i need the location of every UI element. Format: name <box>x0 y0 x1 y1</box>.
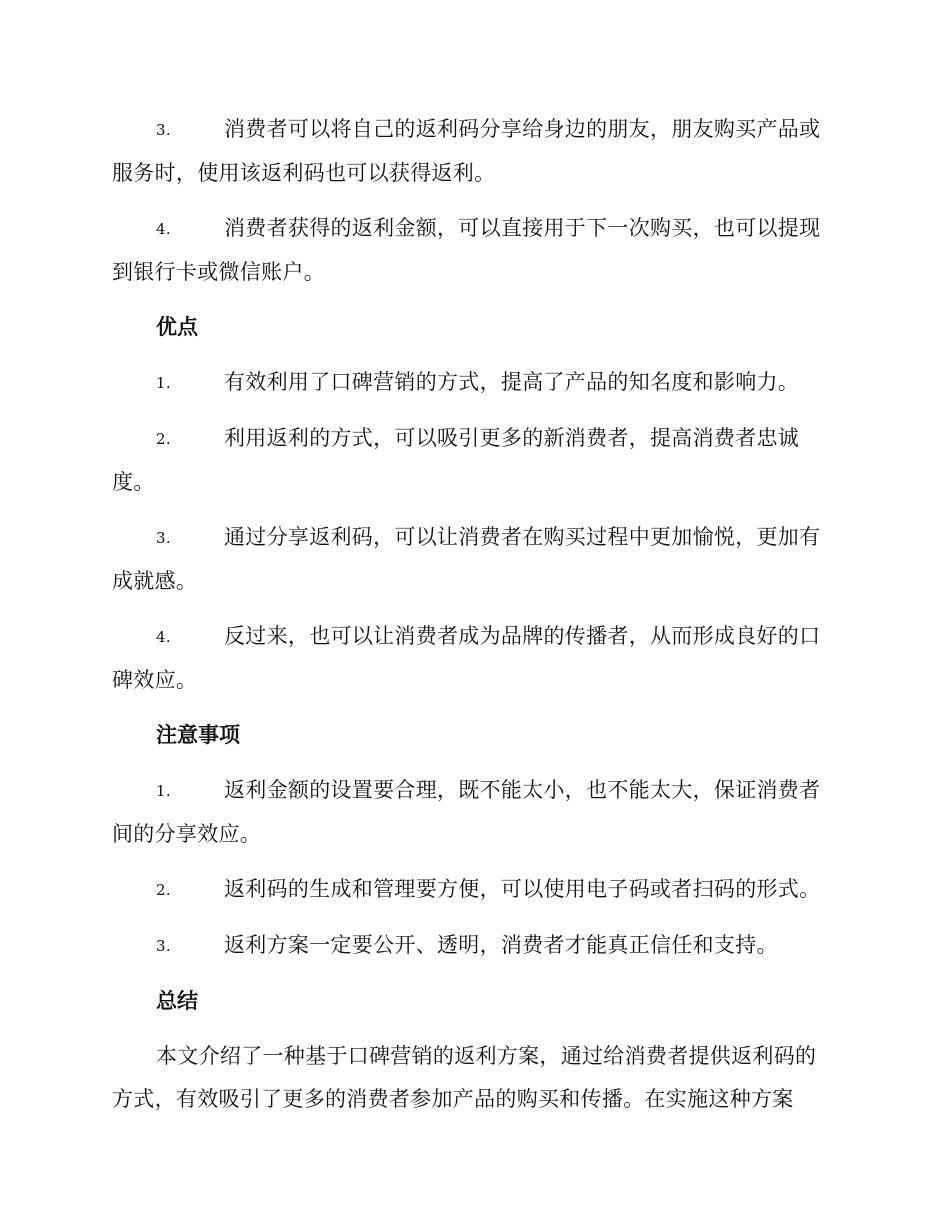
advantage-item <box>112 516 836 603</box>
item-number: 1. <box>156 374 171 392</box>
item-number: 1. <box>156 782 171 800</box>
advantage-item <box>112 417 836 504</box>
item-text: 返利码的生成和管理要方便，可以使用电子码或者扫码的形式。 <box>224 877 821 901</box>
summary-paragraph: 本文介绍了一种基于口碑营销的返利方案，通过给消费者提供返利码的方式，有效吸引了更多的消费者参加产品的购买和传播。在实施这种方案 <box>112 1044 817 1111</box>
item-number: 4. <box>156 220 171 238</box>
note-item <box>112 868 836 912</box>
section-heading-notes: 注意事项 <box>156 723 240 747</box>
item-number: 2. <box>156 881 171 899</box>
item-text: 反过来，也可以让消费者成为品牌的传播者，从而形成良好的口碑效应。 <box>112 624 821 692</box>
advantage-item <box>112 361 836 405</box>
advantage-item <box>112 615 836 702</box>
item-text: 通过分享返利码，可以让消费者在购买过程中更加愉悦，更加有成就感。 <box>112 525 821 593</box>
item-number: 4. <box>156 628 171 646</box>
item-number: 3. <box>156 529 171 547</box>
document-page <box>112 108 836 1133</box>
item-text: 消费者获得的返利金额，可以直接用于下一次购买，也可以提现到银行卡或微信账户。 <box>112 216 821 284</box>
item-text: 返利金额的设置要合理，既不能太小，也不能太大，保证消费者间的分享效应。 <box>112 778 821 846</box>
item-text: 消费者可以将自己的返利码分享给身边的朋友，朋友购买产品或服务时，使用该返利码也可以获得返利。 <box>112 117 821 185</box>
section-heading-summary: 总结 <box>156 989 198 1013</box>
item-text: 返利方案一定要公开、透明，消费者才能真正信任和支持。 <box>224 933 778 957</box>
item-number: 2. <box>156 430 171 448</box>
note-item <box>112 769 836 856</box>
item-text: 利用返利的方式，可以吸引更多的新消费者，提高消费者忠诚度。 <box>112 426 800 494</box>
note-item <box>112 924 836 968</box>
item-number: 3. <box>156 121 171 139</box>
step-item <box>112 108 836 195</box>
item-number: 3. <box>156 937 171 955</box>
item-text: 有效利用了口碑营销的方式，提高了产品的知名度和影响力。 <box>224 370 800 394</box>
section-heading-advantages: 优点 <box>156 315 198 339</box>
step-item <box>112 207 836 294</box>
